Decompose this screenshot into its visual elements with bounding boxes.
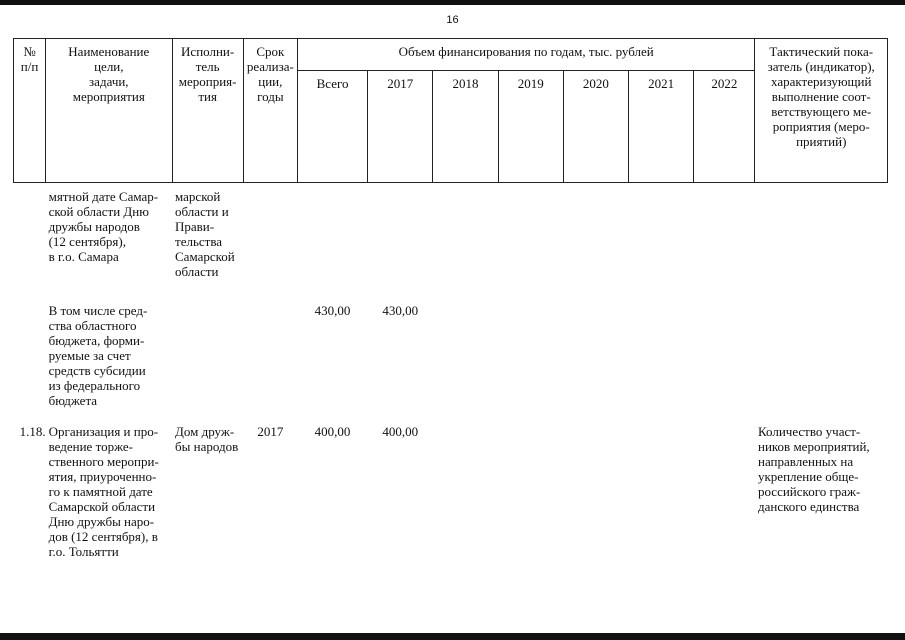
row-num [14,183,46,292]
header-year-2018: 2018 [433,71,498,183]
header-executor: Исполни- тель мероприя- тия [172,39,243,183]
row-executor [172,291,243,410]
table-row [14,291,888,410]
header-year-2019: 2019 [498,71,563,183]
row-total [297,183,367,292]
table-row [14,183,888,292]
header-term: Срок реализа- ции, годы [243,39,297,183]
row-2017: 430,00 [382,303,419,318]
header-num: № п/п [14,39,46,183]
header-year-2021: 2021 [629,71,694,183]
header-year-total: Всего [297,71,367,183]
funding-table [13,38,888,561]
header-name: Наименование цели, задачи, мероприятия [46,39,172,183]
row-2017: 400,00 [382,424,419,439]
header-year-2017: 2017 [368,71,433,183]
row-executor: марской области и Прави- тельства Самарской области [175,189,235,279]
header-funding: Объем финансирования по годам, тыс. рублей [297,39,755,71]
header-year-2022: 2022 [694,71,755,183]
row-term [243,291,297,410]
table-row [14,410,888,561]
row-indicator [755,291,888,410]
row-num [14,291,46,410]
row-term [243,183,297,292]
row-name: В том числе сред- ства областного бюджета, форми- руемые за счет средств субсидии из федерального бюджета [48,303,148,408]
row-indicator [755,183,888,292]
bottom-border [0,633,905,640]
row-total: 400,00 [314,424,351,439]
top-border [0,0,905,5]
header-indicator: Тактический пока- затель (индикатор), характеризующий выполнение соот- ветствующего ме- роприятия (меро- приятий) [755,39,888,183]
row-total: 430,00 [314,303,351,318]
row-indicator: Количество участ- ников мероприятий, направленных на укрепление обще- российского граж- данского единства [757,424,870,514]
row-num: 1.18. [19,424,46,439]
row-name: Организация и про- ведение торже- ственного меропри- ятия, приуроченно- го к памятной дате Самарской области Дню дружбы наро- дов (12 сентября), в г.о. Тольятти [48,424,159,559]
row-name: мятной дате Самар- ской области Дню дружбы народов (12 сентября), в г.о. Самара [48,189,159,264]
header-year-2020: 2020 [563,71,628,183]
page-number: 16 [446,14,459,26]
row-2017 [368,183,433,292]
row-executor: Дом друж- бы народов [175,424,239,454]
row-term: 2017 [257,424,284,439]
